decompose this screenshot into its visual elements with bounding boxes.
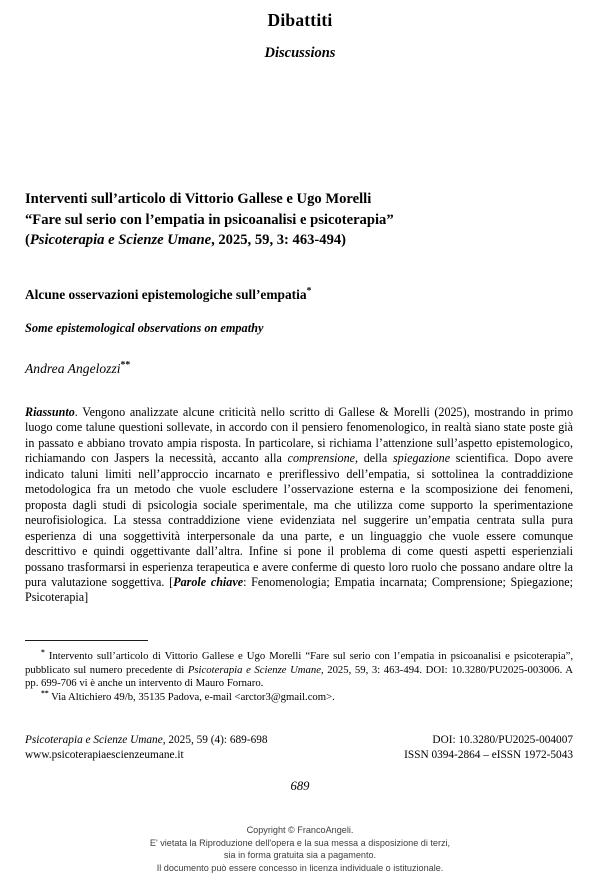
imprint-citation-detail: , 2025, 59 (4): 689-698 xyxy=(162,734,268,746)
article-title-footnote-marker: * xyxy=(306,285,312,297)
footnote-text-1a: Intervento sull’articolo di Vittorio Gallese e Ugo Morelli “Fare sul serio con l’empatia in psicoanalisi e psicoterapia”, pubblicato sul numero precedente di xyxy=(25,650,573,676)
footnote-marker-2: ** xyxy=(41,688,49,698)
footnote-item xyxy=(25,688,573,705)
author-footnote-marker: ** xyxy=(120,359,131,371)
copyright-line: Copyright © FrancoAngeli. xyxy=(246,825,354,835)
section-header-english: Discussions xyxy=(264,45,336,61)
article-subtitle: Some epistemological observations on empathy xyxy=(25,321,264,335)
debate-title-line-1: Interventi sull’articolo di Vittorio Gallese e Ugo Morelli xyxy=(25,191,372,207)
debate-title-block xyxy=(25,189,573,251)
footnotes-block xyxy=(25,647,574,704)
abstract-text-3: scientifica. Dopo avere indicato taluni limiti nell’approccio incarnato e preriflessivo dell’empatia, si sottolinea la contraddizione metodologica fra un metodo che vuole escludere l’osservazione esterna e la scomposizione dei fenomeni, proposta dagli studi di psicologia sociale sperimentale, ma che utilizza come supporto la sperimentazione neurofisiologica. La stessa contraddizione viene evidenziata nel suggerire un’empatia centrata sulla pura esperienza di una soggettività interpersonale da una parte, e un linguaggio che vuole essere comunque descrittivo e quindi oggettivante dall’altra. Infine si pone il problema di come questi aspetti esperienziali possano trasformarsi in esperienza terapeutica e avere conferme di questo loro ruolo che possano andare oltre la pura valutazione soggettiva. [ xyxy=(25,451,573,589)
copyright-line: Il documento può essere concesso in licenza individuale o istituzionale. xyxy=(156,862,444,873)
footnote-separator-rule xyxy=(25,640,148,641)
section-header xyxy=(0,10,600,62)
imprint-row-citation xyxy=(25,733,573,748)
title-issue-ref: , 2025, 59, 3: 463-494) xyxy=(211,232,347,248)
debate-title-line-2: “Fare sul serio con l’empatia in psicoanalisi e psicoterapia” xyxy=(25,211,394,228)
footnote-item xyxy=(25,647,574,691)
imprint-citation xyxy=(25,733,268,748)
imprint-journal-name: Psicoterapia e Scienze Umane xyxy=(25,734,163,746)
abstract-emphasis-spiegazione: spiegazione xyxy=(392,451,451,466)
abstract-keywords-label: Parole chiave xyxy=(173,574,244,589)
imprint-website[interactable]: www.psicoterapiaescienzeumane.it xyxy=(25,748,184,761)
title-journal-name: Psicoterapia e Scienze Umane xyxy=(29,232,212,248)
page-number: 689 xyxy=(290,779,310,793)
footnote-marker-1: * xyxy=(41,647,45,657)
footnote-journal-name: Psicoterapia e Scienze Umane xyxy=(187,663,321,676)
journal-imprint xyxy=(25,733,573,762)
abstract-keywords-list: : Fenomenologia; Empatia incarnata; Comprensione; Spiegazione; Psicoterapia] xyxy=(25,574,574,605)
author-name: Andrea Angelozzi xyxy=(25,361,121,376)
section-header-italian: Dibattiti xyxy=(267,10,333,30)
imprint-issn: ISSN 0394-2864 – eISSN 1972-5043 xyxy=(404,748,573,761)
article-title-text: Alcune osservazioni epistemologiche sull’empatia xyxy=(25,287,307,302)
debate-title-line-3 xyxy=(25,230,573,251)
abstract-emphasis-comprensione: comprensione, xyxy=(287,451,359,466)
author-byline xyxy=(25,360,573,377)
article-title xyxy=(25,286,573,303)
footnote-text-1b: , 2025, 59, 3: 463-494. DOI: 10.3280/PU2025-003006. A pp. 699-706 vi è anche un intervento di Mauro Fornaro. xyxy=(25,663,574,690)
abstract-text-1: . Vengono analizzate alcune criticità nello scritto di Gallese & Morelli (2025), mostrando in primo luogo come talune questioni sollevate, in accordo con il pensiero fenomenologico, in realtà siano state poste già in passato e abbiano trovato ampia risposta. In particolare, si richiama l’attenzione sull’aspetto epistemologico, richiamando con Jaspers la necessità, accanto alla xyxy=(25,405,573,466)
copyright-line: sia in forma gratuita sia a pagamento. xyxy=(223,850,377,861)
imprint-doi: DOI: 10.3280/PU2025-004007 xyxy=(432,734,573,746)
copyright-line: E' vietata la Riproduzione dell'opera e la sua messa a disposizione di terzi, xyxy=(149,837,451,848)
copyright-footer xyxy=(0,824,600,874)
abstract-text-2: della xyxy=(358,451,393,466)
title-paren-open: ( xyxy=(25,232,30,248)
imprint-row-issn xyxy=(25,748,573,763)
abstract-label: Riassunto xyxy=(25,405,75,419)
abstract-paragraph xyxy=(25,405,573,606)
footnote-text-2: Via Altichiero 49/b, 35135 Padova, e-mail <arctor3@gmail.com>. xyxy=(48,690,335,703)
